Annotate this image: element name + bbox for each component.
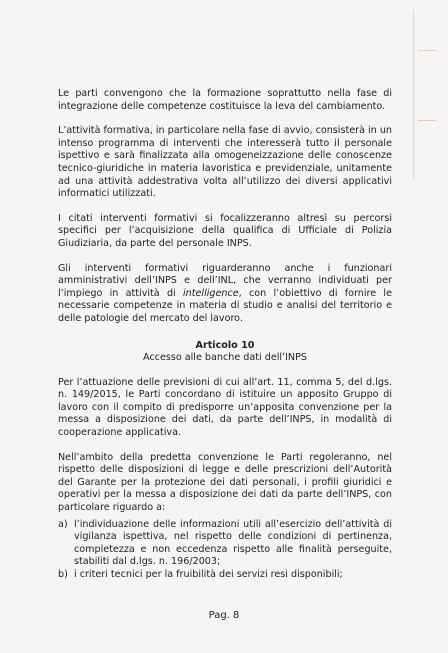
requirements-list [58, 519, 392, 582]
paragraph-4-text-a: Gli interventi formativi riguarderanno anche i funzionari amministrativi dell’INPS e dell’INL, che verranno individuati per l’impiego in attività di [58, 262, 392, 299]
document-body [58, 88, 392, 582]
list-item-text: l’individuazione delle informazioni utili all’esercizio dell’attività di vigilanza ispettiva, nel rispetto delle condizioni di pertinenza, completezza e non eccedenza rispetto alle finalità perseguite, stabiliti dal d.lgs. n. 196/2003; [74, 518, 392, 568]
paragraph-4-emphasis: intelligence [183, 287, 239, 299]
list-item [58, 519, 392, 569]
paragraph-4 [58, 263, 392, 326]
paragraph-3: I citati interventi formativi si focalizzeranno altresì su percorsi specifici per l’acquisizione della qualifica di Ufficiale di Polizia Giudiziaria, da parte del personale INPS. [58, 212, 392, 249]
list-item-marker: b) [58, 569, 68, 580]
paragraph-2: L’attività formativa, in particolare nella fase di avvio, consisterà in un intenso programma di interventi che interesserà tutto il personale ispettivo e sarà finalizzata alla omogeneizzazione delle conoscenze tecnico-giuridiche in materia lavoristica e previdenziale, unitamente ad una attività addestrativa volta all’utilizzo dei diversi applicativi informatici utilizzati. [58, 125, 392, 200]
article-paragraph-2: Nell’ambito della predetta convenzione le Parti regoleranno, nel rispetto delle disposizioni di legge e delle prescrizioni dell’Autorità del Garante per la protezione dei dati personali, i profili giuridici e operativi per la messa a disposizione dei dati da parte dell’INPS, con particolare riguardo a: [58, 451, 392, 514]
list-item-marker: a) [58, 518, 68, 530]
article-title: Articolo 10 [195, 339, 255, 351]
list-item [58, 569, 392, 582]
paragraph-4-text-b: , con l’obiettivo di fornire le necessarie competenze in materia di studio e analisi del territorio e delle patologie del mercato del lavoro. [58, 287, 393, 324]
margin-stamp [413, 10, 440, 180]
article-paragraph-1: Per l’attuazione delle previsioni di cui all’art. 11, comma 5, del d.lgs. n. 149/2015, le Parti concordano di istituire un apposito Gruppo di lavoro con il compito di predisporre un’apposita convenzione per la messa a disposizione dei dati, da parte dell’INPS, in modalità di cooperazione applicativa. [58, 376, 392, 439]
article-subtitle: Accesso alle banche dati dell’INPS [143, 352, 307, 364]
paragraph-1: Le parti convengono che la formazione soprattutto nella fase di integrazione delle competenze costituisce la leva del cambiamento. [58, 88, 392, 112]
page-number: Pag. 8 [208, 610, 240, 621]
list-item-text: i criteri tecnici per la fruibilità dei servizi resi disponibili; [74, 569, 343, 580]
